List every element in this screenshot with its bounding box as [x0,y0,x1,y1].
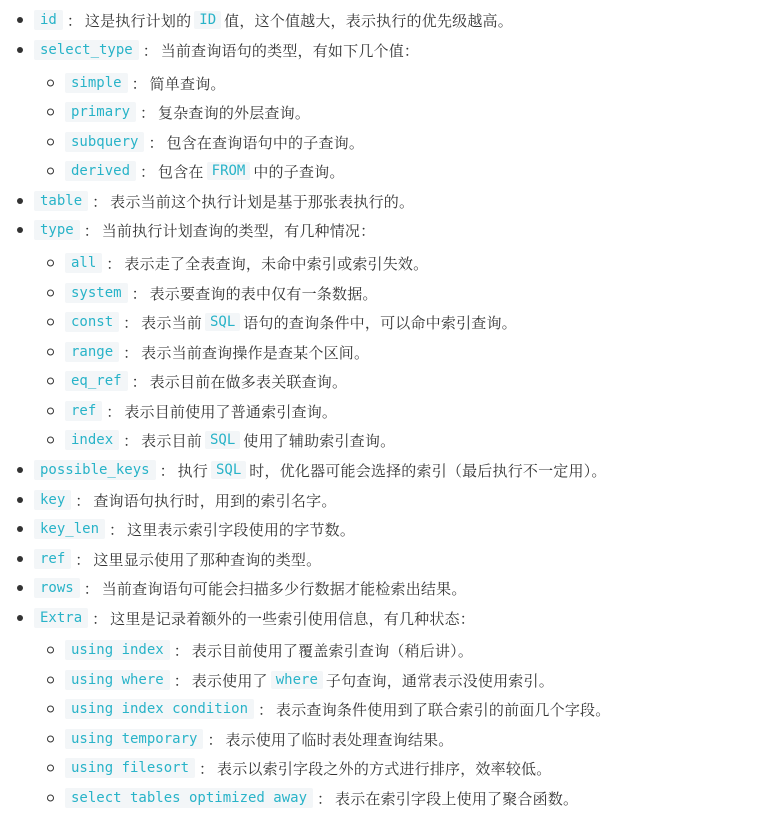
item-code: table [34,191,88,211]
circle-bullet-icon [47,706,54,713]
item-separator: ： [173,641,189,660]
item-code: rows [34,578,80,598]
circle-bullet-icon [47,139,54,146]
sub-list-item [0,726,453,752]
item-code: using index [65,640,170,660]
circle-bullet-icon [47,349,54,356]
item-description: 简单查询。 [149,74,226,93]
bullet-icon [17,497,23,503]
item-code: select tables optimized away [65,788,313,808]
item-content [0,430,395,451]
item-description-tail: 中的子查询。 [253,162,345,181]
item-content [0,40,419,61]
item-separator: ： [75,491,91,510]
item-content [0,460,607,481]
item-inline-code: where [271,671,323,689]
item-content [0,490,337,511]
circle-bullet-icon [47,80,54,87]
item-content [0,729,453,750]
circle-bullet-icon [47,408,54,415]
sub-list-item [0,696,610,722]
circle-bullet-icon [47,290,54,297]
item-separator: ： [159,461,175,480]
item-description: 表示当前 [141,313,202,332]
item-separator: ： [173,671,189,690]
item-inline-code: SQL [205,313,240,331]
item-description: 这里是记录着额外的一些索引使用信息，有几种状态： [110,609,475,628]
list-item [0,7,513,33]
item-separator: ： [140,103,156,122]
circle-bullet-icon [47,319,54,326]
item-description: 这是执行计划的 [84,11,192,30]
sub-list-item [0,637,473,663]
sub-list-item [0,158,345,184]
item-content [0,758,551,779]
item-description-tail: 使用了辅助索引查询。 [243,431,396,450]
item-description: 表示走了全表查询，未命中索引或索引失效。 [124,254,429,273]
circle-bullet-icon [47,765,54,772]
item-description-tail: 语句的查询条件中，可以命中索引查询。 [243,313,517,332]
item-description: 表示使用了临时表处理查询结果。 [225,730,454,749]
item-content [0,10,513,31]
item-description: 表示查询条件使用到了联合索引的前面几个字段。 [276,700,611,719]
item-code: ref [34,549,71,569]
item-description: 当前查询语句的类型，有如下几个值： [160,41,420,60]
circle-bullet-icon [47,677,54,684]
item-separator: ： [131,74,147,93]
item-separator: ： [123,343,139,362]
item-separator: ： [140,162,156,181]
item-description: 当前查询语句可能会扫描多少行数据才能检索出结果。 [101,579,467,598]
sub-list-item [0,368,347,394]
item-separator: ： [123,431,139,450]
item-description: 执行 [177,461,208,480]
bullet-icon [17,526,23,532]
item-description: 表示当前这个执行计划是基于那张表执行的。 [110,192,415,211]
item-code: type [34,220,80,240]
circle-bullet-icon [47,437,54,444]
item-content [0,191,414,212]
item-content [0,342,369,363]
item-content [0,670,554,691]
item-content [0,640,473,661]
item-code: possible_keys [34,460,156,480]
item-description: 包含在查询语句中的子查询。 [166,133,365,152]
item-content [0,578,467,599]
item-code: range [65,342,119,362]
bullet-icon [17,198,23,204]
item-separator: ： [131,372,147,391]
item-inline-code: SQL [205,431,240,449]
item-code: subquery [65,132,144,152]
item-separator: ： [106,402,122,421]
item-description: 表示使用了 [191,671,268,690]
item-content [0,519,355,540]
item-inline-code: SQL [211,461,246,479]
item-description: 这里表示索引字段使用的字节数。 [127,520,356,539]
list-item [0,546,321,572]
sub-list-item [0,427,395,453]
item-separator: ： [75,550,91,569]
circle-bullet-icon [47,168,54,175]
bullet-icon [17,615,23,621]
item-description: 表示当前查询操作是查某个区间。 [141,343,370,362]
item-code: derived [65,161,136,181]
item-separator: ： [148,133,164,152]
item-inline-code: ID [194,11,221,29]
item-separator: ： [317,789,333,808]
item-code: ref [65,401,102,421]
item-content [0,549,321,570]
item-description: 表示目前在做多表关联查询。 [149,372,348,391]
item-separator: ： [258,700,274,719]
bullet-icon [17,47,23,53]
item-description-tail: 子句查询，通常表示没使用索引。 [325,671,554,690]
sub-list-item [0,398,337,424]
item-description: 这里显示使用了那种查询的类型。 [93,550,322,569]
item-separator: ： [92,192,108,211]
item-separator: ： [83,221,99,240]
bullet-icon [17,585,23,591]
item-code: key [34,490,71,510]
sub-list-item [0,755,551,781]
sub-list-item [0,667,554,693]
item-code: using temporary [65,729,203,749]
item-separator: ： [131,284,147,303]
item-description: 复杂查询的外层查询。 [158,103,311,122]
sub-list-item [0,70,226,96]
circle-bullet-icon [47,736,54,743]
item-separator: ： [106,254,122,273]
bullet-icon [17,467,23,473]
list-item [0,37,419,63]
item-code: eq_ref [65,371,128,391]
item-description: 当前执行计划查询的类型，有几种情况： [101,221,376,240]
item-inline-code: FROM [207,162,251,180]
item-code: using index condition [65,699,254,719]
item-description: 表示要查询的表中仅有一条数据。 [149,284,378,303]
item-code: id [34,10,63,30]
item-description: 包含在 [158,162,204,181]
item-description: 表示目前使用了覆盖索引查询（稍后讲）。 [191,641,474,660]
list-item [0,516,355,542]
item-separator: ： [123,313,139,332]
list-item [0,605,475,631]
item-separator: ： [207,730,223,749]
item-code: primary [65,102,136,122]
item-description: 表示在索引字段上使用了聚合函数。 [335,789,579,808]
circle-bullet-icon [47,378,54,385]
list-item [0,217,375,243]
item-code: Extra [34,608,88,628]
item-code: system [65,283,128,303]
item-code: using where [65,670,170,690]
item-separator: ： [199,759,215,778]
item-separator: ： [109,520,125,539]
item-separator: ： [66,11,82,30]
item-code: index [65,430,119,450]
item-content [0,73,226,94]
list-item [0,457,607,483]
item-code: key_len [34,519,105,539]
circle-bullet-icon [47,260,54,267]
sub-list-item [0,339,369,365]
circle-bullet-icon [47,795,54,802]
sub-list-item [0,250,428,276]
item-content [0,788,578,809]
item-content [0,283,378,304]
sub-list-item [0,129,364,155]
item-content [0,253,428,274]
item-description: 表示目前 [141,431,202,450]
item-code: simple [65,73,128,93]
circle-bullet-icon [47,109,54,116]
item-description: 表示以索引字段之外的方式进行排序，效率较低。 [217,759,552,778]
bullet-icon [17,227,23,233]
item-separator: ： [92,609,108,628]
item-description: 查询语句执行时，用到的索引名字。 [93,491,337,510]
list-item [0,487,337,513]
list-item [0,575,467,601]
item-code: const [65,312,119,332]
item-code: using filesort [65,758,195,778]
item-content [0,608,475,629]
item-code: select_type [34,40,139,60]
list-item [0,188,414,214]
bullet-icon [17,17,23,23]
sub-list-item [0,785,578,811]
circle-bullet-icon [47,647,54,654]
item-content [0,699,610,720]
bullet-icon [17,556,23,562]
item-description: 表示目前使用了普通索引查询。 [124,402,338,421]
item-separator: ： [83,579,99,598]
item-content [0,312,517,333]
item-code: all [65,253,102,273]
item-description-tail: 值，这个值越大，表示执行的优先级越高。 [224,11,513,30]
item-content [0,220,375,241]
sub-list-item [0,309,517,335]
sub-list-item [0,99,310,125]
item-content [0,132,364,153]
item-separator: ： [142,41,158,60]
item-description-tail: 时，优化器可能会选择的索引（最后执行不一定用）。 [249,461,607,480]
sub-list-item [0,280,378,306]
